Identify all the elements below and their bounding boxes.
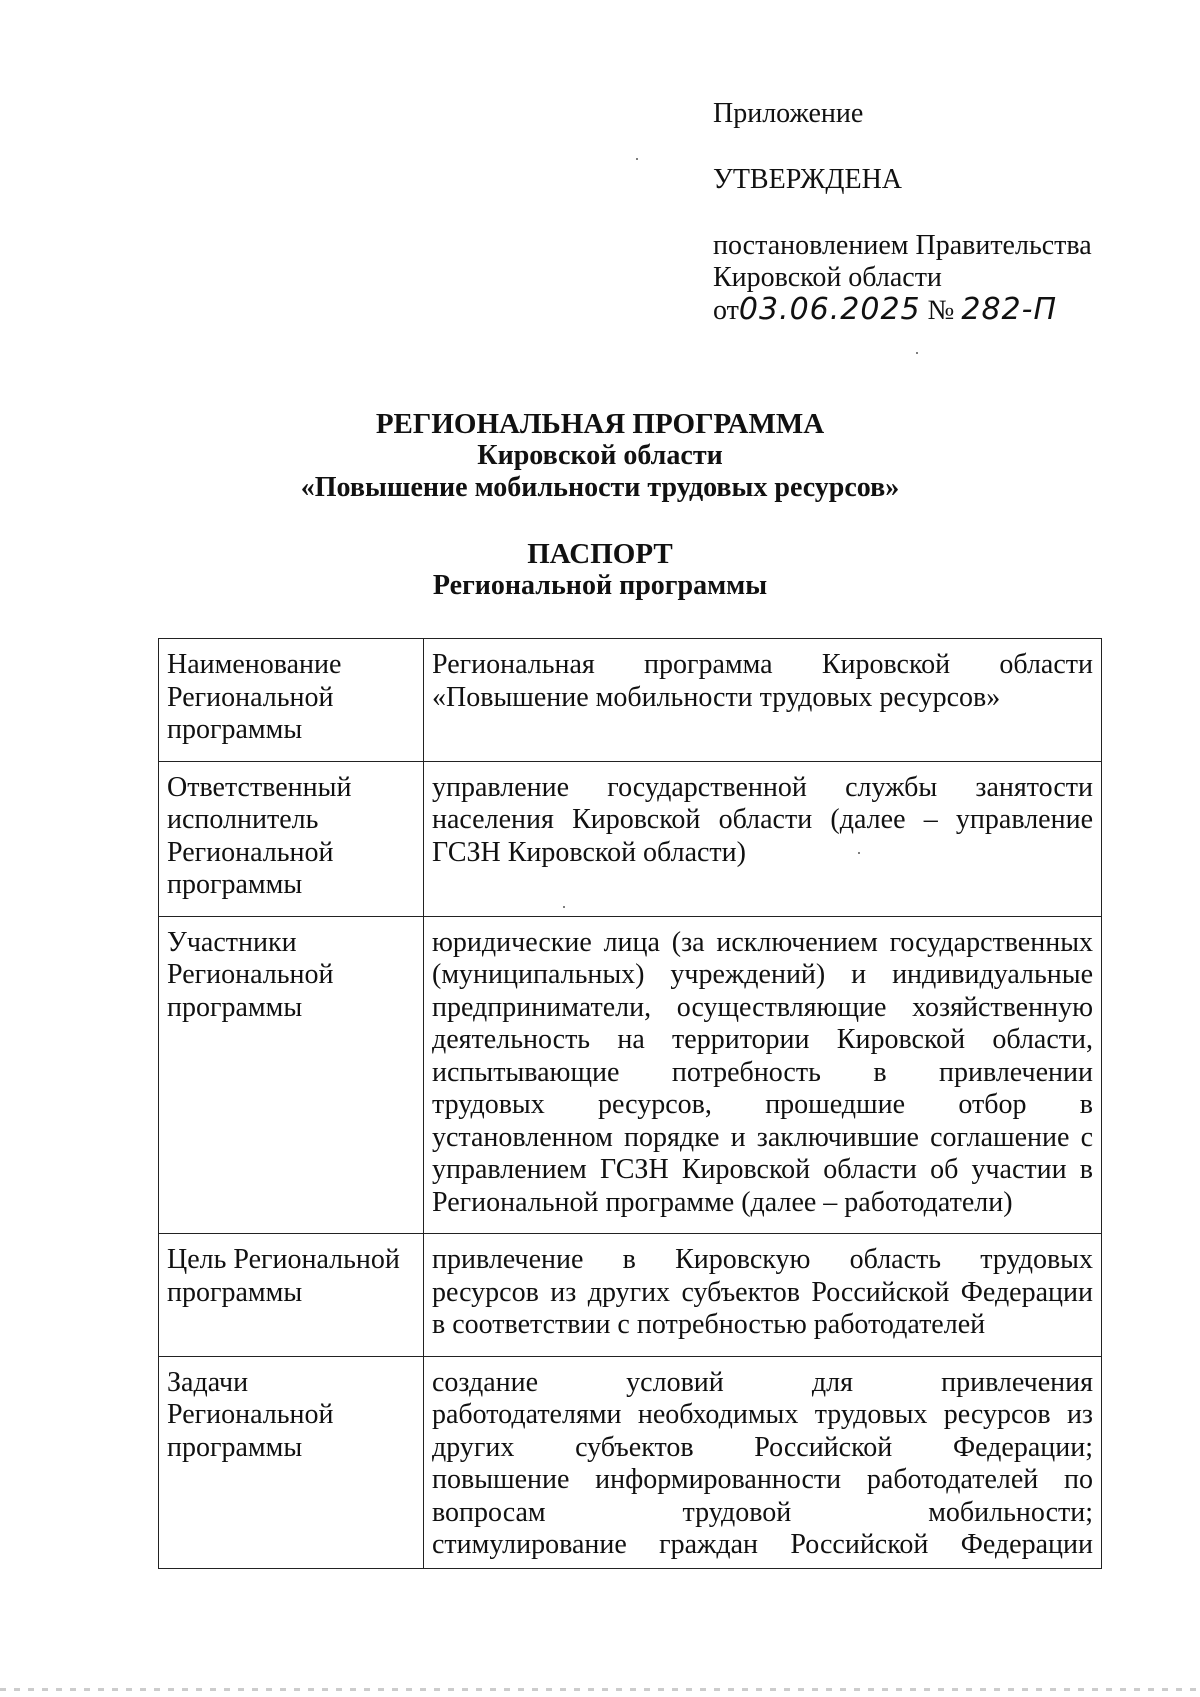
scan-speck xyxy=(916,352,918,354)
program-title-line-1: РЕГИОНАЛЬНАЯ ПРОГРАММА xyxy=(375,408,825,440)
label-line: программы xyxy=(167,869,303,900)
value-line: управление государственной службы занятости xyxy=(432,771,1093,803)
value-line: в соответствии с потребностью работодателей xyxy=(432,1309,986,1340)
value-line: юридические лица (за исключением государственных xyxy=(432,926,1093,958)
value-line: «Повышение мобильности трудовых ресурсов» xyxy=(432,681,1001,713)
passport-row-value xyxy=(424,1234,1102,1357)
label-line: Наименование xyxy=(167,649,342,680)
label-line: исполнитель xyxy=(167,804,319,835)
label-line: Цель Региональной xyxy=(167,1244,400,1275)
program-title-line-3: «Повышение мобильности трудовых ресурсов» xyxy=(300,472,900,503)
value-line: установленном порядке и заключившие соглашение с xyxy=(432,1121,1093,1153)
value-line: Региональная программа Кировской области xyxy=(432,649,1093,680)
handwritten-number: 282-П xyxy=(961,292,1058,327)
value-line: предприниматели, осуществляющие хозяйственную xyxy=(432,991,1093,1023)
handwritten-date: 03.06.2025 xyxy=(738,292,921,327)
label-line: программы xyxy=(167,1431,303,1463)
label-line: Задачи xyxy=(167,1366,249,1398)
value-line: стимулирование граждан Российской Федерации xyxy=(432,1529,1093,1560)
resolution-date-line xyxy=(713,294,1153,327)
label-line: Региональной xyxy=(167,836,334,868)
scan-edge-noise xyxy=(0,1688,1200,1691)
value-line: повышение информированности работодателей по xyxy=(432,1464,1093,1495)
value-line: трудовых ресурсов, прошедшие отбор в xyxy=(432,1089,1093,1120)
passport-row-value xyxy=(424,639,1102,762)
passport-row xyxy=(159,916,1102,1234)
passport-subheading: Региональной программы xyxy=(432,570,768,601)
value-line: других субъектов Российской Федерации; xyxy=(432,1431,1093,1463)
label-line: Региональной xyxy=(167,959,334,990)
passport-row-label xyxy=(159,761,424,916)
passport-row-label xyxy=(159,639,424,762)
program-title xyxy=(0,408,1200,504)
label-line: программы xyxy=(167,991,303,1023)
resolution-line-2: Кировской области xyxy=(713,262,942,293)
approved-label: УТВЕРЖДЕНА xyxy=(713,164,903,195)
label-line: программы xyxy=(167,714,303,745)
label-line: Региональной xyxy=(167,1399,334,1430)
resolution-line-1: постановлением Правительства xyxy=(713,230,1092,261)
date-prefix: от xyxy=(713,295,739,326)
value-line: ресурсов из других субъектов Российской Федерации xyxy=(432,1276,1093,1308)
appendix-label: Приложение xyxy=(713,98,864,129)
value-line: ГСЗН Кировской области) xyxy=(432,836,746,868)
passport-table-body xyxy=(159,639,1102,1569)
value-line: работодателями необходимых трудовых ресурсов из xyxy=(432,1399,1093,1430)
passport-row-label xyxy=(159,1234,424,1357)
scan-speck xyxy=(858,852,860,854)
number-prefix: № xyxy=(927,295,955,326)
passport-title xyxy=(0,538,1200,602)
program-title-line-2: Кировской области xyxy=(477,440,723,471)
passport-row xyxy=(159,1356,1102,1568)
approval-block xyxy=(713,98,1153,327)
value-line: Региональной программе (далее – работодатели) xyxy=(432,1186,1013,1218)
value-line: создание условий для привлечения xyxy=(432,1366,1093,1398)
passport-row-label xyxy=(159,916,424,1234)
passport-row-value xyxy=(424,916,1102,1234)
value-line: привлечение в Кировскую область трудовых xyxy=(432,1244,1093,1275)
passport-row xyxy=(159,639,1102,762)
passport-row-label xyxy=(159,1356,424,1568)
scan-speck xyxy=(636,158,638,160)
passport-row xyxy=(159,1234,1102,1357)
label-line: программы xyxy=(167,1276,303,1308)
label-line: Участники xyxy=(167,926,297,958)
value-line: управлением ГСЗН Кировской области об участии в xyxy=(432,1154,1093,1185)
passport-row-value xyxy=(424,761,1102,916)
value-line: деятельность на территории Кировской области, xyxy=(432,1024,1093,1055)
scan-speck xyxy=(563,906,565,908)
label-line: Региональной xyxy=(167,681,334,713)
value-line: (муниципальных) учреждений) и индивидуальные xyxy=(432,959,1093,990)
value-line: населения Кировской области (далее – управление xyxy=(432,804,1093,835)
label-line: Ответственный xyxy=(167,771,352,803)
passport-row xyxy=(159,761,1102,916)
passport-heading: ПАСПОРТ xyxy=(527,538,673,570)
value-line: испытывающие потребность в привлечении xyxy=(432,1056,1093,1088)
passport-row-value xyxy=(424,1356,1102,1568)
value-line: вопросам трудовой мобильности; xyxy=(432,1496,1093,1528)
passport-table xyxy=(158,638,1102,1569)
